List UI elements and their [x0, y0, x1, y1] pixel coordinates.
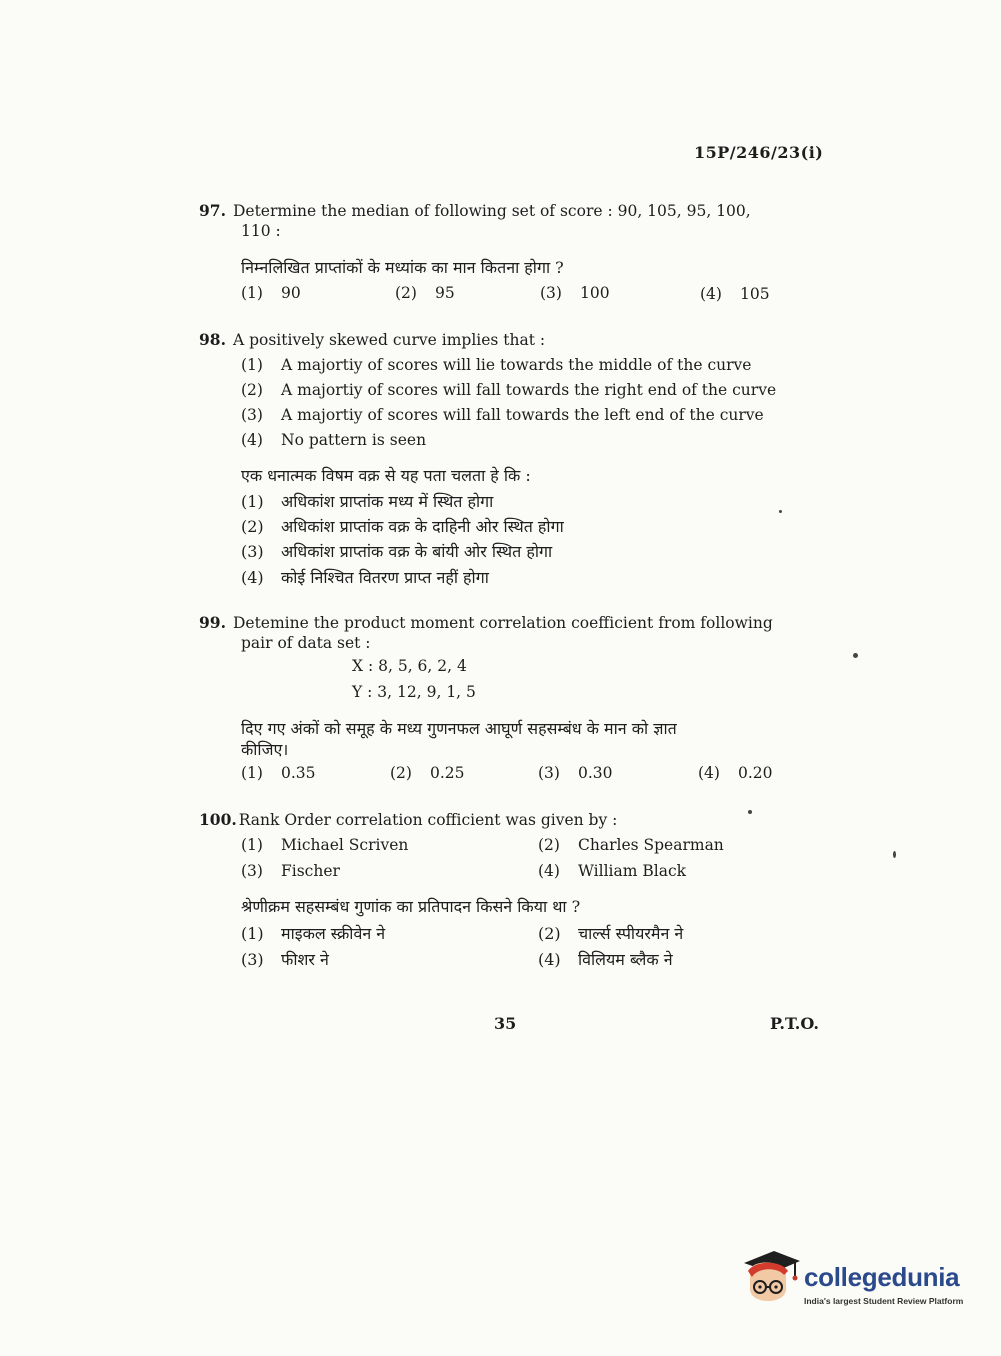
q99-option-2: (2) 0.25	[390, 764, 465, 782]
q100-en-option-4: (4) William Black	[538, 862, 687, 880]
scan-speck	[853, 653, 858, 658]
q97-option-1: (1) 90	[241, 284, 301, 302]
q98-question: 98. A positively skewed curve implies that :	[199, 330, 546, 349]
q100-question: 100. Rank Order correlation cofficient was given by :	[199, 810, 618, 829]
q100-en-option-2: (2) Charles Spearman	[538, 836, 724, 854]
q100-hi-option-3: (3) फीशर ने	[241, 950, 329, 969]
q100-en-option-3: (3) Fischer	[241, 862, 340, 880]
logo-tagline: India's largest Student Review Platform	[804, 1296, 964, 1306]
q97-option-2: (2) 95	[395, 284, 455, 302]
mascot-icon	[740, 1245, 804, 1315]
q97-question	[199, 201, 751, 220]
q99-option-4: (4) 0.20	[698, 764, 773, 782]
q99-x-values: X : 8, 5, 6, 2, 4	[352, 657, 467, 675]
q97-en-line2: 110 :	[241, 222, 281, 240]
page-number: 35	[494, 1014, 517, 1033]
scan-speck	[779, 510, 782, 513]
q98-number: 98.	[199, 330, 226, 349]
q100-hindi: श्रेणीक्रम सहसम्बंध गुणांक का प्रतिपादन किसने किया था ?	[241, 897, 581, 916]
q99-number: 99.	[199, 613, 226, 632]
q98-en-option-1: (1) A majortiy of scores will lie towards the middle of the curve	[241, 356, 752, 374]
q100-en-option-1: (1) Michael Scriven	[241, 836, 409, 854]
q100-hi-option-4: (4) विलियम ब्लैक ने	[538, 950, 673, 969]
q97-en-line1: Determine the median of following set of score : 90, 105, 95, 100,	[232, 202, 751, 220]
q98-en-option-2: (2) A majortiy of scores will fall towards the right end of the curve	[241, 381, 777, 399]
q99-hi-line2: कीजिए।	[241, 740, 289, 759]
paper-code: 15P/246/23(i)	[694, 143, 824, 162]
scan-speck	[748, 810, 752, 814]
q99-y-values: Y : 3, 12, 9, 1, 5	[352, 683, 476, 701]
q98-hi-option-4: (4) कोई निश्चित वितरण प्राप्त नहीं होगा	[241, 568, 489, 587]
logo-name: collegedunia	[804, 1262, 960, 1292]
q100-hi-option-1: (1) माइकल स्क्रीवेन ने	[241, 924, 386, 943]
q98-en-option-4: (4) No pattern is seen	[241, 431, 427, 449]
q97-option-4: (4) 105	[700, 285, 770, 303]
scan-speck	[893, 851, 896, 858]
q98-hi-option-2: (2) अधिकांश प्राप्तांक वक्र के दाहिनी ओर स्थित होगा	[241, 517, 564, 536]
q99-option-3: (3) 0.30	[538, 764, 613, 782]
q98-en-option-3: (3) A majortiy of scores will fall towards the left end of the curve	[241, 406, 764, 424]
q98-hi-option-3: (3) अधिकांश प्राप्तांक वक्र के बांयी ओर स्थित होगा	[241, 542, 553, 561]
q98-hindi: एक धनात्मक विषम वक्र से यह पता चलता हे कि :	[241, 466, 531, 485]
q97-number: 97.	[199, 201, 226, 220]
q100-hi-option-2: (2) चार्ल्स स्पीयरमैन ने	[538, 924, 684, 943]
q100-number: 100.	[199, 810, 237, 829]
q97-hindi: निम्नलिखित प्राप्तांकों के मध्यांक का मान कितना होगा ?	[241, 258, 564, 277]
q97-option-3: (3) 100	[540, 284, 610, 302]
q99-en-line2: pair of data set :	[241, 634, 371, 652]
q98-hi-option-1: (1) अधिकांश प्राप्तांक मध्य में स्थित होगा	[241, 492, 494, 511]
q99-question: 99. Detemine the product moment correlation coefficient from following	[199, 613, 773, 632]
q99-option-1: (1) 0.35	[241, 764, 316, 782]
pto-label: P.T.O.	[770, 1014, 819, 1033]
q99-hi-line1: दिए गए अंकों को समूह के मध्य गुणनफल आघूर्ण सहसम्बंध के मान को ज्ञात	[241, 719, 677, 738]
